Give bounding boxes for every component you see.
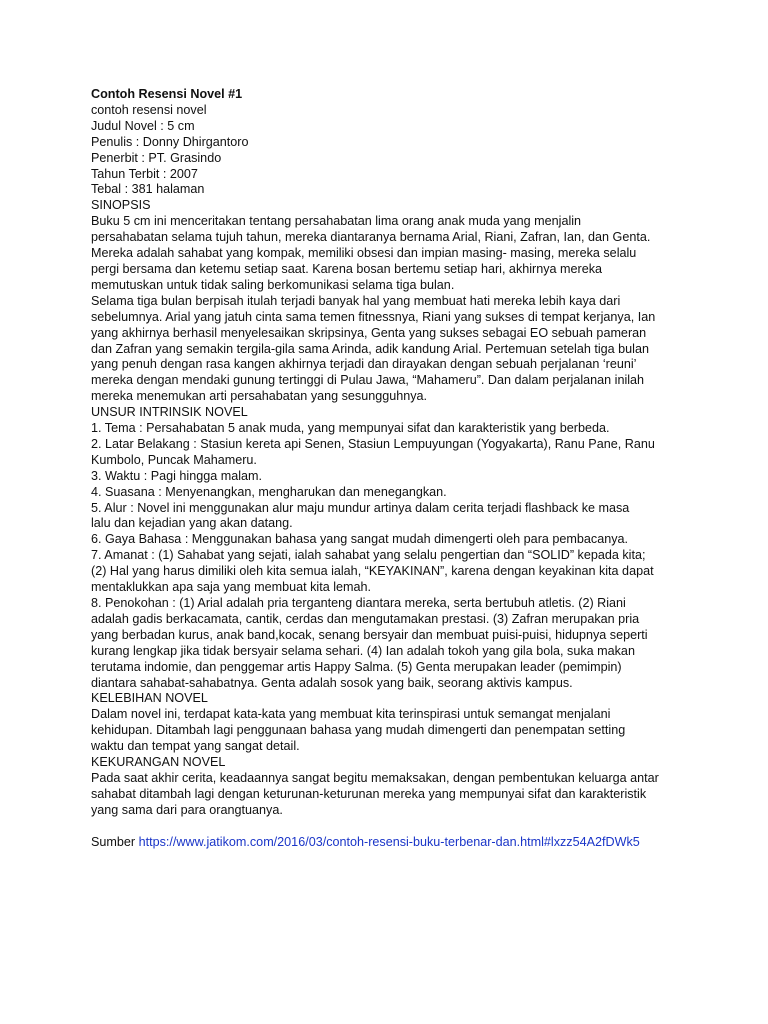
text-line: lalu dan kejadian yang akan datang. — [91, 516, 293, 531]
text-line: yang penuh dengan rasa kangen akhirnya terjadi dan dirayakan dengan sebuah perjalanan ‘reuni’ — [91, 357, 637, 372]
text-line: SINOPSIS — [91, 198, 151, 213]
text-line: 6. Gaya Bahasa : Menggunakan bahasa yang sangat mudah dimengerti oleh para pembacanya. — [91, 532, 628, 547]
text-line: contoh resensi novel — [91, 102, 207, 117]
text-line: KELEBIHAN NOVEL — [91, 691, 208, 706]
text-line: Tebal : 381 halaman — [91, 182, 205, 197]
text-line: waktu dan tempat yang sangat detail. — [91, 739, 300, 754]
text-line: Penerbit : PT. Grasindo — [91, 150, 222, 165]
text-line: pergi bersama dan ketemu setiap saat. Karena bosan bertemu setiap hari, akhirnya mereka — [91, 261, 603, 276]
text-line: 2. Latar Belakang : Stasiun kereta api Senen, Stasiun Lempuyungan (Yogyakarta), Ranu Pane, Ranu — [91, 436, 655, 451]
text-line: terutama indomie, dan penggemar artis Happy Salma. (5) Genta merupakan leader (pemimpin) — [91, 659, 622, 674]
text-line: 3. Waktu : Pagi hingga malam. — [91, 468, 263, 483]
text-line: Selama tiga bulan berpisah itulah terjadi banyak hal yang membuat hati mereka lebih kaya dari — [91, 293, 621, 308]
text-line: yang sama dari para orangtuanya. — [91, 802, 283, 817]
text-line: 8. Penokohan : (1) Arial adalah pria terganteng diantara mereka, serta bertubuh atletis. (2) Riani — [91, 596, 626, 610]
text-line: memutuskan untuk tidak saling berkomunikasi selama tiga bulan. — [91, 277, 455, 292]
text-line: persahabatan selama tujuh tahun, mereka diantaranya bernama Arial, Riani, Zafran, Ian, dan Genta. — [91, 230, 651, 245]
text-line: 5. Alur : Novel ini menggunakan alur maju mundur artinya dalam cerita terjadi flashback ke masa — [91, 500, 630, 515]
text-line: mentaklukkan apa saja yang membuat kita lemah. — [91, 580, 372, 595]
document-title: Contoh Resensi Novel #1 — [91, 87, 243, 101]
text-line: (2) Hal yang harus dimiliki oleh kita semua ialah, “KEYAKINAN”, karena dengan keyakinan kita dapat — [91, 564, 654, 579]
source-label: Sumber — [91, 834, 139, 849]
text-line: sebelumnya. Arial yang jatuh cinta sama temen fitnessnya, Riani yang sukses di tempat kerjanya, Ian — [91, 309, 656, 324]
text-line: yang berbadan kurus, anak band,kocak, senang bersyair dan membuat puisi-puisi, hidupnya seperti — [91, 627, 648, 642]
text-line: UNSUR INTRINSIK NOVEL — [91, 405, 248, 420]
paragraph-spacer — [91, 819, 688, 835]
text-line: diantara sahabat-sahabatnya. Genta adalah sosok yang baik, seorang aktivis kampus. — [91, 675, 573, 690]
text-line: sahabat ditambah lagi dengan keturunan-keturunan mereka yang mempunyai sifat dan karakteristik — [91, 786, 647, 801]
text-line: Kumbolo, Puncak Mahameru. — [91, 452, 257, 467]
text-line: 4. Suasana : Menyenangkan, mengharukan dan menegangkan. — [91, 484, 447, 499]
text-line: Tahun Terbit : 2007 — [91, 166, 198, 181]
source-line — [91, 835, 688, 851]
text-line: mereka menemukan arti persahabatan yang sesungguhnya. — [91, 389, 428, 404]
text-line: Judul Novel : 5 cm — [91, 118, 195, 133]
source-link[interactable]: https://www.jatikom.com/2016/03/contoh-resensi-buku-terbenar-dan.html#lxzz54A2fDWk5 — [138, 834, 640, 849]
text-line: kehidupan. Ditambah lagi penggunaan bahasa yang mudah dimengerti dan penempatan setting — [91, 723, 626, 738]
text-line: Mereka adalah sahabat yang kompak, memiliki obsesi dan impian masing- masing, mereka selalu — [91, 246, 637, 261]
text-line: Penulis : Donny Dhirgantoro — [91, 134, 249, 149]
text-line: Buku 5 cm ini menceritakan tentang persahabatan lima orang anak muda yang menjalin — [91, 214, 582, 229]
text-line: yang akhirnya berhasil menyelesaikan skripsinya, Genta yang sukses sebagai EO sebuah pameran — [91, 325, 647, 340]
text-line: Dalam novel ini, terdapat kata-kata yang membuat kita terinspirasi untuk semangat menjalani — [91, 707, 611, 722]
text-line: kurang lengkap jika tidak bersyair selama sehari. (4) Ian adalah tokoh yang gila bola, suka makan — [91, 643, 635, 658]
document-body — [91, 103, 688, 819]
text-line: mereka dengan mendaki gunung tertinggi di Pulau Jawa, “Mahameru”. Dan dalam perjalanan inilah — [91, 373, 645, 388]
text-line: dan Zafran yang semakin tergila-gila sama Arinda, adik kandung Arial. Pertemuan setelah tiga bulan — [91, 341, 649, 356]
text-line: adalah gadis berkacamata, cantik, cerdas dan mengutamakan prestasi. (3) Zafran merupakan pria — [91, 611, 640, 626]
text-line: 1. Tema : Persahabatan 5 anak muda, yang mempunyai sifat dan karakteristik yang berbeda. — [91, 421, 610, 436]
text-line: Pada saat akhir cerita, keadaannya sangat begitu memaksakan, dengan pembentukan keluarga antar — [91, 770, 659, 785]
text-line: KEKURANGAN NOVEL — [91, 755, 226, 770]
text-line: 7. Amanat : (1) Sahabat yang sejati, ialah sahabat yang selalu pengertian dan “SOLID” kepada kita; — [91, 548, 646, 563]
